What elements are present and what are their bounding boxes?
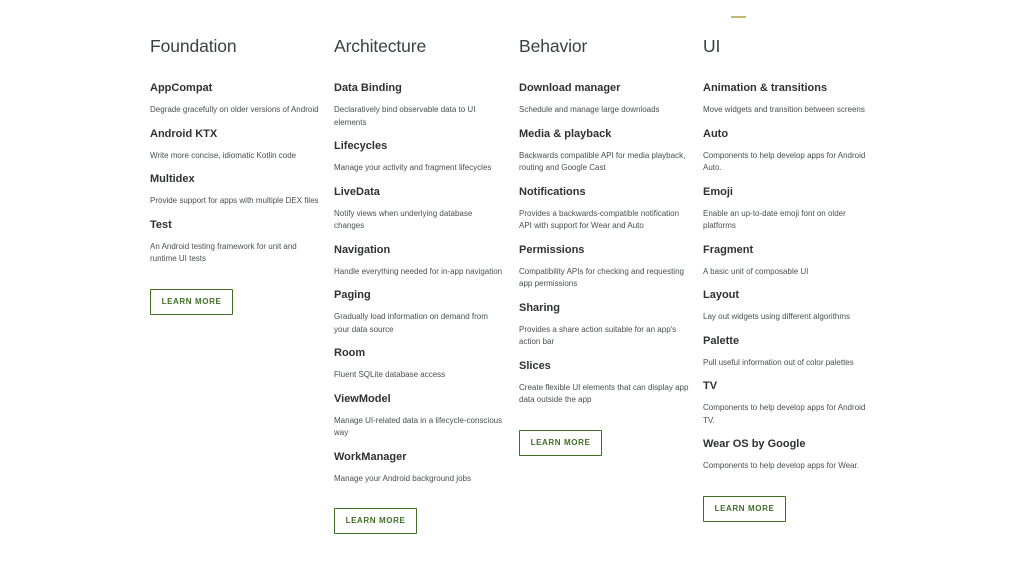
library-description: Notify views when underlying database changes	[334, 208, 473, 230]
library-item-livedata	[334, 185, 504, 233]
library-title: Permissions	[519, 243, 585, 256]
library-description: Manage UI-related data in a lifecycle-conscious way	[334, 415, 503, 437]
library-item-room	[334, 346, 504, 382]
library-item-workmanager	[334, 450, 504, 486]
library-description: Move widgets and transition between screens	[703, 105, 865, 114]
library-item-wear-os	[703, 437, 873, 473]
library-title: Layout	[703, 289, 740, 301]
library-item-media-playback	[519, 127, 689, 175]
library-description: Declaratively bind observable data to UI elements	[334, 105, 476, 127]
library-description: Gradually load information on demand from your data source	[334, 312, 488, 334]
library-title: ViewModel	[334, 392, 391, 405]
learn-more-button-ui[interactable]: LEARN MORE	[703, 496, 786, 522]
library-title: Lifecycles	[334, 140, 388, 152]
category-architecture	[334, 36, 504, 534]
library-title: Data Binding	[334, 82, 402, 94]
library-description: Degrade gracefully on older versions of Android	[150, 105, 319, 114]
library-description: Fluent SQLite database access	[334, 370, 446, 379]
library-item-permissions	[519, 243, 689, 291]
library-description: A basic unit of composable UI	[703, 266, 809, 276]
library-title: AppCompat	[150, 82, 213, 94]
library-item-notifications	[519, 185, 689, 233]
category-title: Foundation	[150, 36, 237, 56]
library-item-auto	[703, 127, 873, 175]
library-item-appcompat	[150, 81, 320, 117]
library-title: Fragment	[703, 243, 754, 256]
library-item-emoji	[703, 185, 873, 233]
category-title: UI	[703, 36, 721, 56]
library-title: Emoji	[703, 185, 733, 198]
library-description: Pull useful information out of color palettes	[703, 357, 854, 367]
library-title: Room	[334, 347, 366, 359]
library-description: Manage your activity and fragment lifecycles	[334, 163, 492, 172]
library-description: Write more concise, idiomatic Kotlin code	[150, 150, 297, 160]
library-item-animation-transitions	[703, 81, 873, 117]
library-title: Palette	[703, 334, 740, 347]
library-description: Components to help develop apps for Wear.	[703, 461, 859, 470]
learn-more-button-foundation[interactable]: LEARN MORE	[150, 289, 233, 315]
library-title: Navigation	[334, 243, 391, 256]
library-description: Enable an up-to-date emoji font on older platforms	[703, 208, 846, 230]
library-title: Android KTX	[150, 127, 218, 140]
library-description: Handle everything needed for in-app navigation	[334, 266, 503, 276]
library-title: Slices	[519, 359, 551, 372]
library-title: Auto	[703, 127, 729, 140]
library-description: Provide support for apps with multiple DEX files	[150, 196, 319, 205]
category-title: Architecture	[334, 36, 427, 56]
library-item-lifecycles	[334, 139, 504, 175]
library-title: LiveData	[334, 185, 380, 198]
library-title: TV	[703, 380, 718, 392]
library-description: Components to help develop apps for Android Auto.	[703, 150, 866, 172]
library-item-navigation	[334, 243, 504, 279]
library-description: Compatibility APIs for checking and requesting app permissions	[519, 266, 684, 288]
library-description: An Android testing framework for unit and runtime UI tests	[150, 241, 297, 263]
library-item-test	[150, 218, 320, 266]
library-title: Media & playback	[519, 127, 612, 140]
library-item-fragment	[703, 243, 873, 279]
library-title: Multidex	[150, 173, 195, 185]
library-item-sharing	[519, 301, 689, 349]
library-description: Create flexible UI elements that can display app data outside the app	[519, 382, 689, 404]
library-title: Notifications	[519, 185, 586, 198]
library-title: Test	[150, 218, 172, 231]
learn-more-button-architecture[interactable]: LEARN MORE	[334, 508, 417, 534]
library-item-layout	[703, 288, 873, 324]
library-title: Sharing	[519, 301, 560, 314]
library-title: Paging	[334, 289, 371, 301]
category-foundation	[150, 36, 320, 315]
category-ui	[703, 36, 873, 522]
library-description: Backwards compatible API for media playback, routing and Google Cast	[519, 150, 686, 172]
category-title: Behavior	[519, 36, 588, 56]
library-description: Provides a backwards-compatible notification API with support for Wear and Auto	[519, 208, 680, 230]
library-item-android-ktx	[150, 127, 320, 163]
library-title: Animation & transitions	[703, 82, 828, 94]
accent-divider	[731, 16, 746, 18]
library-item-paging	[334, 288, 504, 336]
library-item-viewmodel	[334, 392, 504, 440]
library-description: Lay out widgets using different algorithms	[703, 312, 851, 321]
library-item-slices	[519, 359, 689, 407]
category-behavior	[519, 36, 689, 456]
library-item-palette	[703, 334, 873, 370]
library-item-download-manager	[519, 81, 689, 117]
library-description: Provides a share action suitable for an app's action bar	[519, 324, 677, 346]
library-description: Manage your Android background jobs	[334, 473, 471, 483]
library-title: WorkManager	[334, 450, 407, 463]
learn-more-button-behavior[interactable]: LEARN MORE	[519, 430, 602, 456]
library-item-tv	[703, 379, 873, 427]
library-title: Wear OS by Google	[703, 438, 806, 450]
library-title: Download manager	[519, 82, 621, 94]
library-item-data-binding	[334, 81, 504, 129]
library-description: Schedule and manage large downloads	[519, 105, 660, 114]
library-item-multidex	[150, 172, 320, 208]
library-description: Components to help develop apps for Android TV.	[703, 403, 866, 425]
